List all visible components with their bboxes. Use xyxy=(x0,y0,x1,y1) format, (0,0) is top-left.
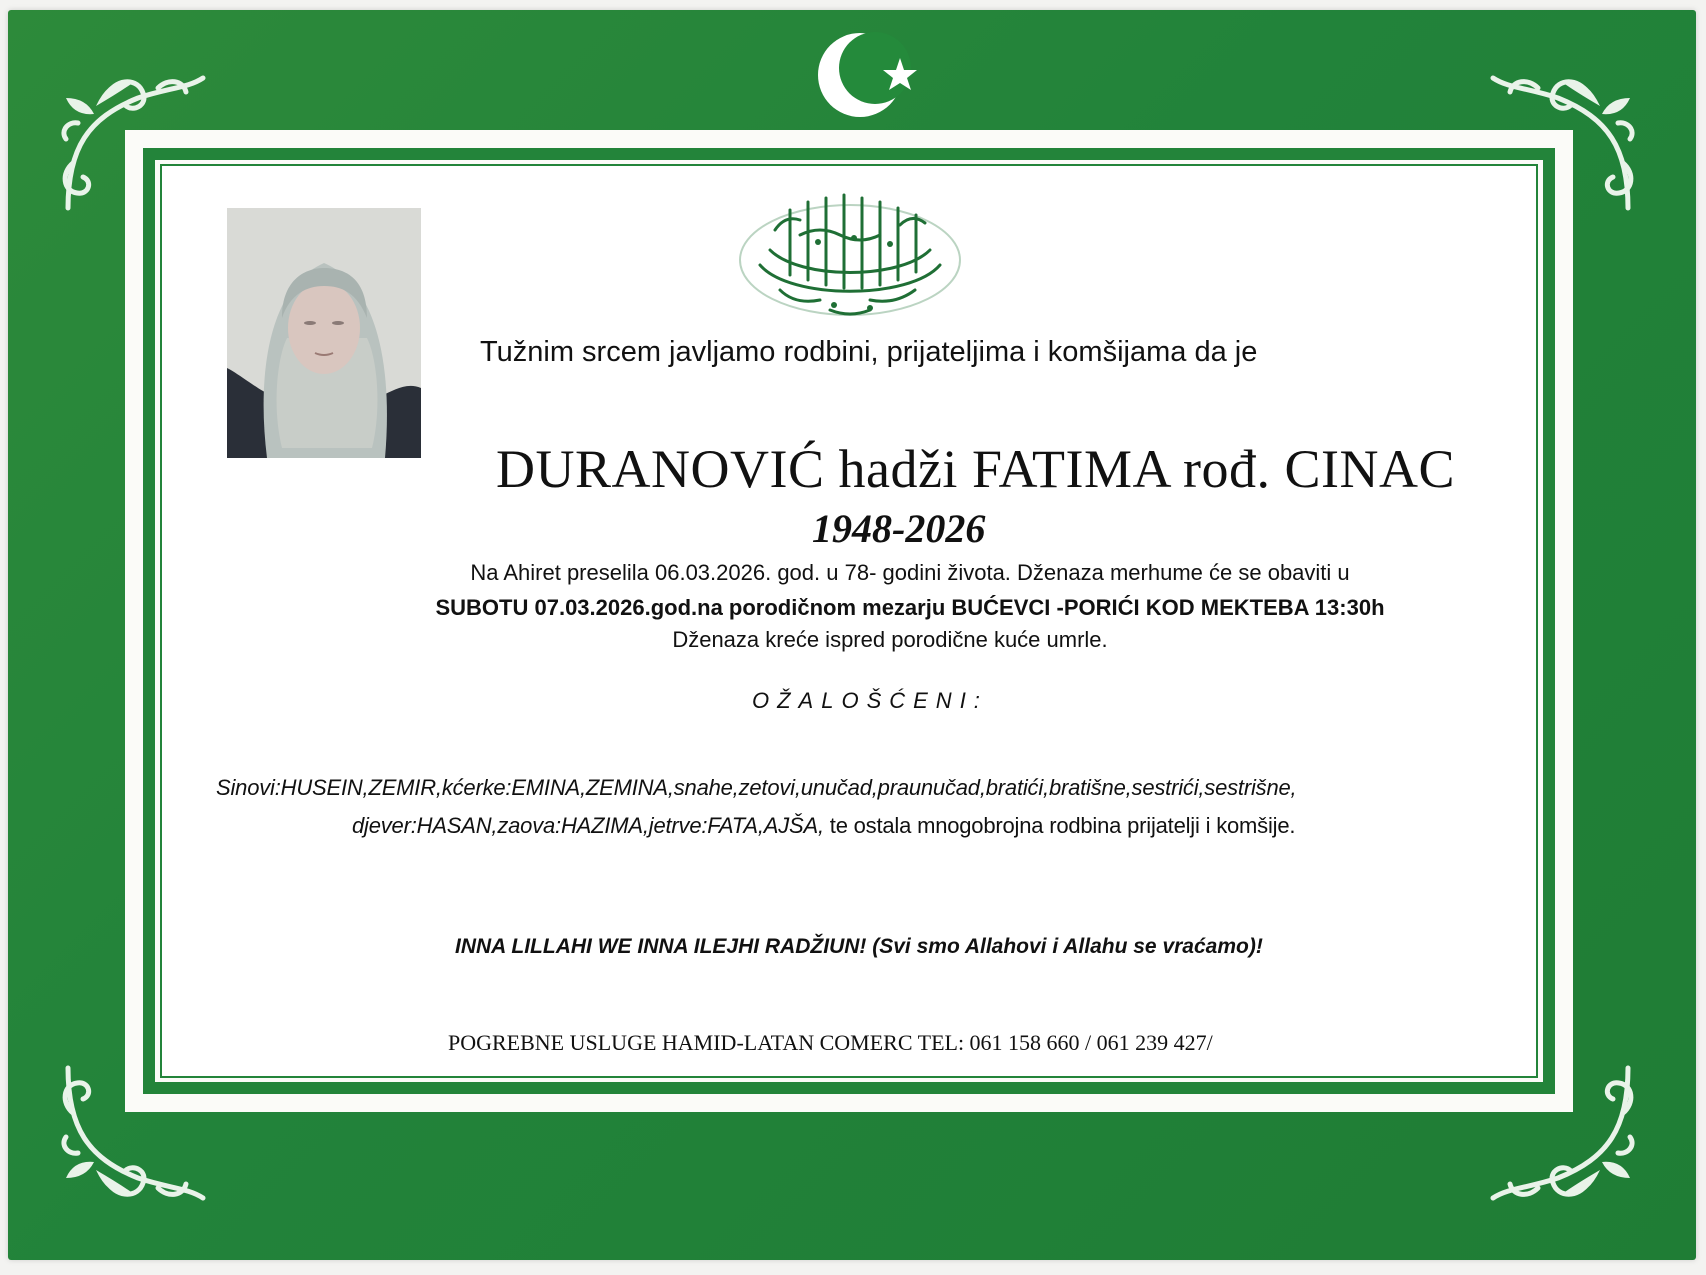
arabic-calligraphy-emblem xyxy=(730,180,970,330)
deceased-name: DURANOVIĆ hadži FATIMA rođ. CINAC xyxy=(496,439,1455,499)
details-line-2: SUBOTU 07.03.2026.god.na porodičnom mezarju BUĆEVCI -PORIĆI KOD MEKTEBA 13:30h xyxy=(435,595,1385,620)
family-line-2-names: djever:HASAN,zaova:HAZIMA,jetrve:FATA,AJŠA, xyxy=(352,813,824,838)
details-line-1: Na Ahiret preselila 06.03.2026. god. u 78- godini života. Dženaza merhume će se obaviti u xyxy=(470,560,1350,585)
deceased-photo xyxy=(227,208,421,458)
crescent-star-icon xyxy=(800,20,950,130)
family-line-2-rest: te ostala mnogobrojna rodbina prijatelji i komšije. xyxy=(823,813,1296,838)
details-line-3: Dženaza kreće ispred porodične kuće umrle. xyxy=(672,627,1108,652)
prayer-text: INNA LILLAHI WE INNA ILEJHI RADŽIUN! (Svi smo Allahovi i Allahu se vraćamo)! xyxy=(455,935,1263,958)
family-line-1: Sinovi:HUSEIN,ZEMIR,kćerke:EMINA,ZEMINA,snahe,zetovi,unučad,praunučad,bratići,bratišne,sestrići,sestrišne, xyxy=(216,775,1297,800)
life-years: 1948-2026 xyxy=(812,506,986,551)
intro-text: Tužnim srcem javljamo rodbini, prijateljima i komšijama da je xyxy=(480,336,1258,368)
family-line-2 xyxy=(352,813,1295,839)
mourners-heading: OŽALOŠĆENI: xyxy=(752,688,988,713)
funeral-service-footer: POGREBNE USLUGE HAMID-LATAN COMERC TEL: 061 158 660 / 061 239 427/ xyxy=(448,1030,1213,1055)
